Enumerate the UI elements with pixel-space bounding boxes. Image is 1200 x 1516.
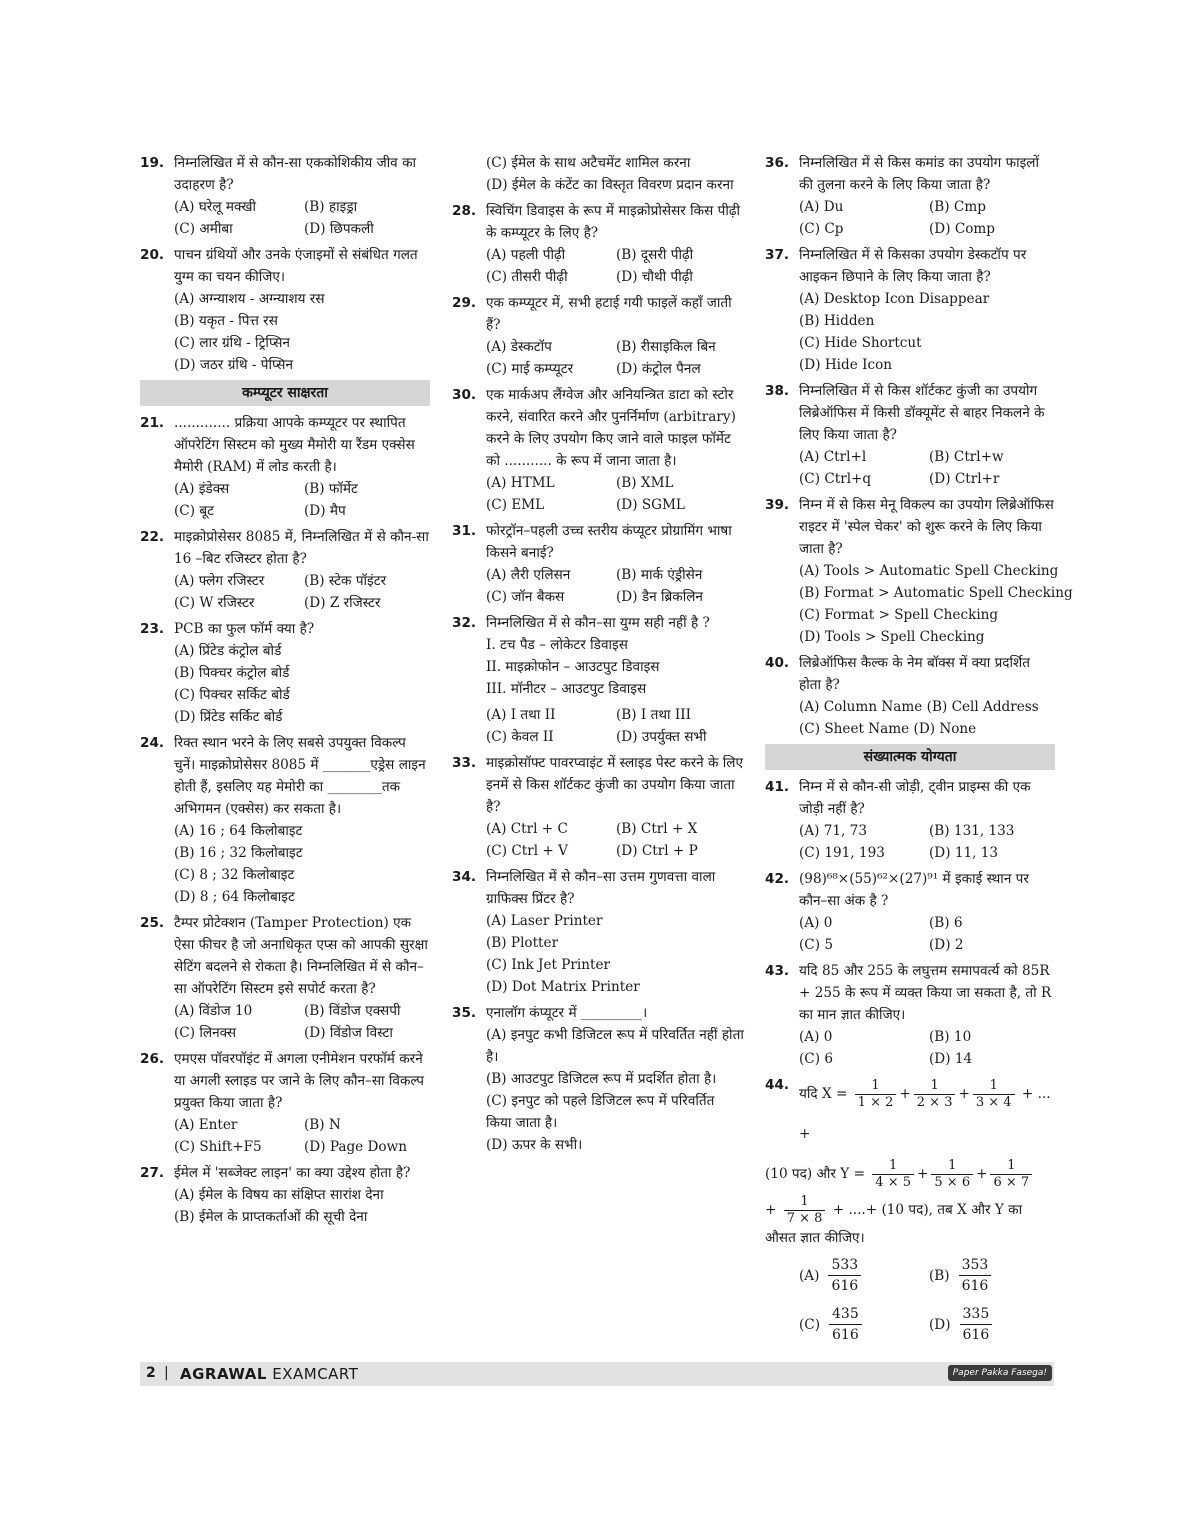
option: (C) 8 ; 32 किलोबाइट xyxy=(174,867,295,883)
option: (A) Du xyxy=(799,199,844,215)
option: (D) Comp xyxy=(929,221,996,237)
option: (C) 5 xyxy=(799,937,833,953)
question xyxy=(765,868,1055,956)
question xyxy=(452,292,744,380)
question-number: 34. xyxy=(452,869,477,885)
fraction: $\frac{1}{2 \times 3}$ xyxy=(914,1078,956,1111)
option: (B) Hidden xyxy=(799,313,875,329)
option: (C) लार ग्रंथि - ट्रिप्सिन xyxy=(174,335,290,351)
question xyxy=(765,494,1073,648)
question xyxy=(452,520,744,608)
footer-separator: | xyxy=(164,1365,169,1381)
tagline-badge: Paper Pakka Fasega! xyxy=(948,1365,1052,1381)
option: (C) EML xyxy=(486,497,545,513)
option: (C) Ctrl+q xyxy=(799,471,872,487)
question xyxy=(452,200,744,288)
options xyxy=(174,820,430,908)
option: (B) दूसरी पीढ़ी xyxy=(616,247,694,263)
option: (B) $\frac{353}{616}$ xyxy=(929,1255,1055,1296)
question-44 xyxy=(765,1074,1055,1345)
option: (D) Tools > Spell Checking xyxy=(799,629,985,645)
option: (D) Page Down xyxy=(304,1139,408,1155)
question-44-tail: + $\frac{1}{7 \times 8}$ + ....+ (10 पद), तब X और Y का औसत ज्ञात कीजिए। xyxy=(765,1194,1023,1246)
question-number: 37. xyxy=(765,247,790,263)
option: (B) XML xyxy=(616,475,674,491)
options xyxy=(486,910,744,998)
option: (B) यकृत - पित्त रस xyxy=(174,313,278,329)
option: (B) पिक्चर कंट्रोल बोर्ड xyxy=(174,665,290,681)
question-text: निम्नलिखित में से किस कमांड का उपयोग फाइलों की तुलना करने के लिए किया जाता है? xyxy=(799,155,1039,193)
option: (B) रीसाइकिल बिन xyxy=(616,339,716,355)
question-text: पाचन ग्रंथियों और उनके एंजाइमों से संबंधित गलत युग्म का चयन कीजिए। xyxy=(174,247,418,285)
options xyxy=(799,820,1055,864)
option: (C) Cp xyxy=(799,221,844,237)
option: (A) Desktop Icon Disappear xyxy=(799,291,990,307)
option: (C) जॉन बैकस xyxy=(486,589,565,605)
question-number: 23. xyxy=(140,621,165,637)
option: (A) फ्लेग रजिस्टर xyxy=(174,573,265,589)
options xyxy=(486,472,744,516)
option: (B) हाइड्रा xyxy=(304,199,358,215)
option: (B) Format > Automatic Spell Checking xyxy=(799,585,1073,601)
column-middle xyxy=(452,152,744,1160)
option: (B) Ctrl + X xyxy=(616,821,698,837)
question-44-options xyxy=(799,1255,1055,1345)
option: (A) HTML xyxy=(486,475,555,491)
question-text: ईमेल में 'सब्जेक्ट लाइन' का क्या उद्देश्य होता है? xyxy=(174,1165,411,1181)
question-text: निम्न में से कौन-सी जोड़ी, ट्वीन प्राइम्स की एक जोड़ी नहीं है? xyxy=(799,779,1031,817)
option: (A) I तथा II xyxy=(486,707,556,723)
option: (B) स्टेक पॉइंटर xyxy=(304,573,387,589)
option: II. माइक्रोफोन – आउटपुट डिवाइस xyxy=(486,659,660,675)
question xyxy=(452,612,744,700)
question-text: निम्नलिखित में से कौन–सा युग्म सही नहीं है ? xyxy=(486,615,710,631)
option: (B) Cmp xyxy=(929,199,986,215)
options xyxy=(486,336,744,380)
question xyxy=(140,732,430,908)
question-text: माइक्रोसॉफ्ट पावरप्वाइंट में स्लाइड पेस्ट करने के लिए इनमें से किस शॉर्टकट कुंजी का उपयोग किया जाता है? xyxy=(486,755,744,815)
options xyxy=(174,1000,430,1044)
question-text: लिब्रेऑफिस कैल्क के नेम बॉक्स में क्या प्रदर्शित होता है? xyxy=(799,655,1031,693)
question-text: एक मार्कअप लैंग्वेज और अनियन्त्रित डाटा को स्टोर करने, संवारित करने और पुनर्निर्माण (arbitrary) करने के लिए उपयोग किए जाने वाले फाइल फॉर्मेट को ........... के रूप में जाना जाता है। xyxy=(486,387,736,469)
option: (D) कंट्रोल पैनल xyxy=(616,361,701,377)
option: (A) Enter xyxy=(174,1117,238,1133)
option: (C) ईमेल के साथ अटैचमेंट शामिल करना xyxy=(486,155,691,171)
option: (D) 14 xyxy=(929,1051,973,1067)
question-text: स्विचिंग डिवाइस के रूप में माइक्रोप्रोसेसर किस पीढ़ी के कम्प्यूटर के लिए है? xyxy=(486,203,741,241)
fraction: $\frac{1}{7 \times 8}$ xyxy=(784,1194,826,1227)
option: (B) विंडोज एक्सपी xyxy=(304,1003,401,1019)
page-number: 2 xyxy=(146,1365,156,1381)
option: (A) 0 xyxy=(799,1029,833,1045)
option: (B) मार्क एंड्रीसेन xyxy=(616,567,703,583)
options xyxy=(174,478,430,522)
options xyxy=(486,152,744,196)
option: I. टच पैड – लोकेटर डिवाइस xyxy=(486,637,628,653)
question xyxy=(765,244,1055,376)
option: (C) Format > Spell Checking xyxy=(799,607,999,623)
options xyxy=(174,196,430,240)
option: (C) Sheet Name (D) None xyxy=(799,721,977,737)
question-text: रिक्त स्थान भरने के लिए सबसे उपयुक्त विकल्प चुनें। माइक्रोप्रोसेसर 8085 में _______एड्रेस लाइन होती हैं, इसलिए यह मेमोरी का ________तक अभिगमन (एक्सेस) कर सकता है। xyxy=(174,735,426,817)
column-right xyxy=(765,152,1073,1349)
question xyxy=(765,380,1055,490)
question-text: PCB का फुल फॉर्म क्या है? xyxy=(174,621,315,637)
question-number: 32. xyxy=(452,615,477,631)
option: (C) $\frac{435}{616}$ xyxy=(799,1304,929,1345)
option: (A) पहली पीढ़ी xyxy=(486,247,566,263)
fraction: $\frac{1}{6 \times 7}$ xyxy=(990,1158,1032,1191)
question xyxy=(140,526,430,614)
option: (A) विंडोज 10 xyxy=(174,1003,253,1019)
option: (D) जठर ग्रंथि - पेप्सिन xyxy=(174,357,294,373)
question-text: टैम्पर प्रोटेक्शन (Tamper Protection) एक ऐसा फीचर है जो अनाधिकृत एप्स को आपकी सुरक्षा सेटिंग बदलने से रोकता है। निम्नलिखित में से कौन–सा ऑपरेटिंग सिस्टम इसे सपोर्ट करता है? xyxy=(174,915,428,997)
option: (B) आउटपुट डिजिटल रूप में प्रदर्शित होता है। xyxy=(486,1071,717,1087)
question-list xyxy=(765,152,1073,1070)
options xyxy=(486,1024,744,1156)
question-44-x-line: यदि X = $\frac{1}{1 \times 2}$ + $\frac{1}{2 \times 3}$ + $\frac{1}{3 \times 4}$ + ... + xyxy=(799,1078,1051,1142)
option: (B) Plotter xyxy=(486,935,559,951)
option: (C) 6 xyxy=(799,1051,833,1067)
question-text: निम्नलिखित में से किस शॉर्टकट कुंजी का उपयोग लिब्रेऑफिस में किसी डॉक्यूमेंट से बाहर निकलने के लिए किया जाता है? xyxy=(799,383,1045,443)
question xyxy=(452,152,744,196)
question-number: 39. xyxy=(765,497,790,513)
option: (B) Ctrl+w xyxy=(929,449,1004,465)
question-number: 42. xyxy=(765,871,790,887)
option: (A) प्रिंटेड कंट्रोल बोर्ड xyxy=(174,643,282,659)
option: (D) डैन ब्रिकलिन xyxy=(616,589,703,605)
option: (D) SGML xyxy=(616,497,685,513)
question-text: यदि 85 और 255 के लघुत्तम समापवर्त्य को 85R + 255 के रूप में व्यक्त किया जा सकता है, तो R का मान ज्ञात कीजिए। xyxy=(799,963,1052,1023)
question-text: (98)⁶⁸×(55)⁶²×(27)⁹¹ में इकाई स्थान पर कौन–सा अंक है ? xyxy=(799,871,1029,909)
question xyxy=(140,152,430,240)
option: (C) 191, 193 xyxy=(799,845,885,861)
option: (B) ईमेल के प्राप्तकर्ताओं की सूची देना xyxy=(174,1209,368,1225)
options xyxy=(799,196,1055,240)
option: (C) अमीबा xyxy=(174,221,233,237)
question-number: 26. xyxy=(140,1051,165,1067)
question xyxy=(452,752,744,862)
question xyxy=(140,1162,430,1228)
option: (C) माई कम्प्यूटर xyxy=(486,361,574,377)
option: (D) 11, 13 xyxy=(929,845,999,861)
question-number: 43. xyxy=(765,963,790,979)
option: (C) केवल II xyxy=(486,729,554,745)
brand-logo: AGRAWAL EXAMCART xyxy=(180,1365,359,1383)
option: (A) इंडेक्स xyxy=(174,481,230,497)
option: (C) Shift+F5 xyxy=(174,1139,262,1155)
question-text: माइक्रोप्रोसेसर 8085 में, निम्नलिखित में से कौन-सा 16 –बिट रजिस्टर होता है? xyxy=(174,529,429,567)
option: (D) विंडोज विस्टा xyxy=(304,1025,393,1041)
option: (B) 6 xyxy=(929,915,963,931)
question-text: एनालॉग कंप्यूटर में _________। xyxy=(486,1005,648,1021)
page-footer xyxy=(140,1362,1054,1386)
option: (C) Hide Shortcut xyxy=(799,335,922,351)
option: (A) ईमेल के विषय का संक्षिप्त सारांश देना xyxy=(174,1187,384,1203)
question-text: निम्न में से किस मेनू विकल्प का उपयोग लिब्रेऑफिस राइटर में 'स्पेल चेकर' को शुरू करने के लिए किया जाता है? xyxy=(799,497,1054,557)
question-number: 25. xyxy=(140,915,165,931)
option: (A) लैरी एलिसन xyxy=(486,567,571,583)
question xyxy=(140,412,430,522)
option: (C) W रजिस्टर xyxy=(174,595,255,611)
option: (A) Column Name (B) Cell Address xyxy=(799,699,1039,715)
question-number: 35. xyxy=(452,1005,477,1021)
section-header: कम्प्यूटर साक्षरता xyxy=(140,380,430,406)
question xyxy=(452,384,744,516)
option: (D) चौथी पीढ़ी xyxy=(616,269,693,285)
option: (B) फॉर्मेट xyxy=(304,481,358,497)
option: (B) 16 ; 32 किलोबाइट xyxy=(174,845,303,861)
options xyxy=(174,570,430,614)
question xyxy=(140,244,430,376)
question-number: 30. xyxy=(452,387,477,403)
option: (D) Z रजिस्टर xyxy=(304,595,381,611)
question-text: ............. प्रक्रिया आपके कम्प्यूटर पर स्थापित ऑपरेटिंग सिस्टम को मुख्य मैमोरी या रैंडम एक्सेस मैमोरी (RAM) में लोड करती है। xyxy=(174,415,415,475)
column-left xyxy=(140,152,430,1232)
options xyxy=(799,1026,1055,1070)
option: (D) ऊपर के सभी। xyxy=(486,1137,583,1153)
option: (D) छिपकली xyxy=(304,221,374,237)
option: (A) 71, 73 xyxy=(799,823,867,839)
option: (C) पिक्चर सर्किट बोर्ड xyxy=(174,687,290,703)
option: (D) Ctrl+r xyxy=(929,471,1000,487)
question-number: 21. xyxy=(140,415,165,431)
fraction: $\frac{1}{4 \times 5}$ xyxy=(872,1158,914,1191)
option: (B) N xyxy=(304,1117,341,1133)
question-number: 44. xyxy=(765,1077,790,1093)
options xyxy=(486,244,744,288)
question-number: 36. xyxy=(765,155,790,171)
question xyxy=(140,618,430,728)
question xyxy=(452,1002,744,1156)
question-text: निम्नलिखित में से कौन-सा एककोशिकीय जीव का उदाहरण है? xyxy=(174,155,417,193)
options xyxy=(486,634,744,700)
options xyxy=(799,560,1073,648)
options xyxy=(174,288,430,376)
fraction: $\frac{1}{1 \times 2}$ xyxy=(855,1078,897,1111)
question-number: 22. xyxy=(140,529,165,545)
option: (C) Ctrl + V xyxy=(486,843,568,859)
question xyxy=(765,776,1055,864)
option: (B) I तथा III xyxy=(616,707,691,723)
option: (D) 2 xyxy=(929,937,964,953)
option: (A) 16 ; 64 किलोबाइट xyxy=(174,823,303,839)
question xyxy=(765,652,1055,740)
options xyxy=(799,288,1055,376)
option: (D) ईमेल के कंटेंट का विस्तृत विवरण प्रदान करना xyxy=(486,177,734,193)
question-number: 41. xyxy=(765,779,790,795)
option: (A) $\frac{533}{616}$ xyxy=(799,1255,929,1296)
option: (A) Ctrl + C xyxy=(486,821,568,837)
options xyxy=(486,564,744,608)
option: (D) $\frac{335}{616}$ xyxy=(929,1304,1055,1345)
question-text: निम्नलिखित में से किसका उपयोग डेस्कटॉप पर आइकन छिपाने के लिए किया जाता है? xyxy=(799,247,1027,285)
options xyxy=(174,1114,430,1158)
option: (A) Tools > Automatic Spell Checking xyxy=(799,563,1059,579)
option: (C) लिनक्स xyxy=(174,1025,237,1041)
option: (C) तीसरी पीढ़ी xyxy=(486,269,568,285)
option: (C) इनपुट को पहले डिजिटल रूप में परिवर्तित किया जाता है। xyxy=(486,1093,715,1131)
question xyxy=(765,960,1055,1070)
question-number: 29. xyxy=(452,295,477,311)
question xyxy=(140,912,430,1044)
options xyxy=(799,446,1055,490)
option: (B) 10 xyxy=(929,1029,972,1045)
option: (D) मैप xyxy=(304,503,346,519)
question xyxy=(765,152,1055,240)
question-number: 40. xyxy=(765,655,790,671)
option: (D) Ctrl + P xyxy=(616,843,698,859)
option: (C) बूट xyxy=(174,503,214,519)
option: (A) घरेलू मक्खी xyxy=(174,199,256,215)
options xyxy=(174,640,430,728)
question xyxy=(140,1048,430,1158)
option: (D) Dot Matrix Printer xyxy=(486,979,640,995)
question-number: 27. xyxy=(140,1165,165,1181)
option: (A) इनपुट कभी डिजिटल रूप में परिवर्तित नहीं होता है। xyxy=(486,1027,744,1065)
option: (A) Ctrl+l xyxy=(799,449,867,465)
option: (A) डेस्कटॉप xyxy=(486,339,552,355)
question xyxy=(452,704,744,748)
option: III. मॉनीटर – आउटपुट डिवाइस xyxy=(486,681,647,697)
section-header: संख्यात्मक योग्यता xyxy=(765,744,1055,770)
question xyxy=(452,866,744,998)
question-text: निम्नलिखित में से कौन–सा उत्तम गुणवत्ता वाला ग्राफिक्स प्रिंटर है? xyxy=(486,869,716,907)
option: (B) 131, 133 xyxy=(929,823,1015,839)
options xyxy=(799,912,1055,956)
question-number: 20. xyxy=(140,247,165,263)
question-number: 31. xyxy=(452,523,477,539)
option: (A) अग्न्याशय - अग्न्याशय रस xyxy=(174,291,325,307)
question-number: 24. xyxy=(140,735,165,751)
option: (D) 8 ; 64 किलोबाइट xyxy=(174,889,295,905)
question-text: फोरट्रॉन–पहली उच्च स्तरीय कंप्यूटर प्रोग्रामिंग भाषा किसने बनाई? xyxy=(486,523,732,561)
question-number: 33. xyxy=(452,755,477,771)
fraction: $\frac{1}{3 \times 4}$ xyxy=(973,1078,1015,1111)
options xyxy=(486,818,744,862)
option: (A) Laser Printer xyxy=(486,913,603,929)
options xyxy=(174,1184,430,1228)
options xyxy=(486,704,744,748)
question-text: एमएस पॉवरपॉइंट में अगला एनीमेशन परफॉर्म करने या अगली स्लाइड पर जाने के लिए कौन–सा विकल्प प्रयुक्त किया जाता है? xyxy=(174,1051,424,1111)
option: (C) Ink Jet Printer xyxy=(486,957,611,973)
question-number: 28. xyxy=(452,203,477,219)
question-44-y-line: (10 पद) और Y = $\frac{1}{4 \times 5}$ + $\frac{1}{5 \times 6}$ + $\frac{1}{6 \times 7}$ xyxy=(765,1154,1055,1194)
option: (A) 0 xyxy=(799,915,833,931)
option: (D) प्रिंटेड सर्किट बोर्ड xyxy=(174,709,283,725)
options xyxy=(799,696,1055,740)
question-number: 19. xyxy=(140,155,165,171)
question-number: 38. xyxy=(765,383,790,399)
fraction: $\frac{1}{5 \times 6}$ xyxy=(931,1158,973,1191)
option: (D) Hide Icon xyxy=(799,357,893,373)
question-text: एक कम्प्यूटर में, सभी हटाई गयी फाइलें कहाँ जाती हैं? xyxy=(486,295,732,333)
option: (D) उपर्युक्त सभी xyxy=(616,729,707,745)
